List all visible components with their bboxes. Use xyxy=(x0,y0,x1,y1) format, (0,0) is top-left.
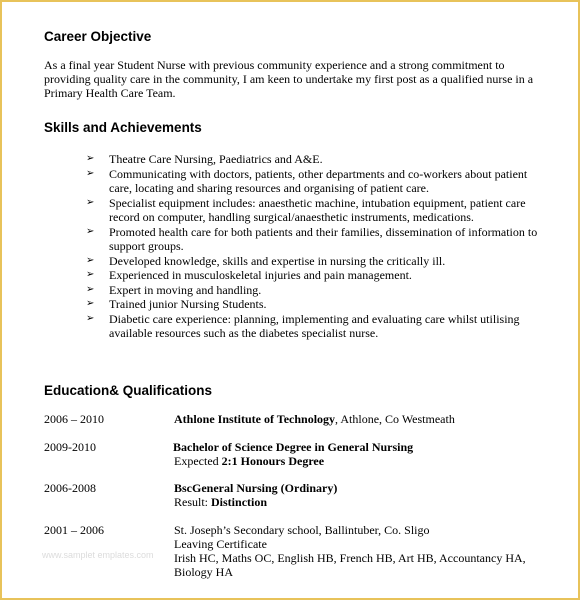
arrow-bullet-icon: ➢ xyxy=(86,269,95,280)
education-details xyxy=(174,481,554,509)
skills-heading: Skills and Achievements xyxy=(44,120,202,135)
skill-text: Specialist equipment includes: anaesthetic machine, intubation equipment, patient care record on computer, handling surgical/anaesthetic instruments, medications. xyxy=(109,195,526,224)
list-item xyxy=(86,152,542,167)
arrow-bullet-icon: ➢ xyxy=(86,312,95,324)
list-item xyxy=(86,312,542,341)
degree-name: Bachelor of Science Degree in General Nursing xyxy=(173,440,414,454)
institution-location: , Athlone, Co Westmeath xyxy=(335,412,455,426)
result-prefix: Result: xyxy=(174,495,212,509)
skill-text: Experienced in musculoskeletal injuries and pain management. xyxy=(109,268,412,282)
education-dates: 2006 – 2010 xyxy=(44,412,104,426)
education-dates: 2006-2008 xyxy=(44,481,96,495)
skill-text: Communicating with doctors, patients, other departments and co-workers about patient care, locating and sharing resources and organising of patient care. xyxy=(109,166,528,195)
education-dates: 2001 – 2006 xyxy=(44,523,104,537)
result-value: 2:1 Honours Degree xyxy=(221,454,325,468)
institution-name: Athlone Institute of Technology xyxy=(174,412,336,426)
arrow-bullet-icon: ➢ xyxy=(86,254,95,266)
arrow-bullet-icon: ➢ xyxy=(86,225,95,237)
skill-text: Diabetic care experience: planning, implementing and evaluating care whilst utilising available resources such as the diabetes specialist nurse. xyxy=(109,311,520,340)
watermark: www.samplet emplates.com xyxy=(42,550,154,560)
result-value: Distinction xyxy=(211,495,268,509)
subjects-line: Biology HA xyxy=(174,565,234,579)
list-item xyxy=(86,268,542,283)
arrow-bullet-icon: ➢ xyxy=(86,196,95,208)
list-item xyxy=(86,196,542,225)
school-name: St. Joseph’s Secondary school, Ballintuber, Co. Sligo xyxy=(174,523,430,537)
education-details xyxy=(173,440,553,468)
education-heading: Education& Qualifications xyxy=(44,383,213,398)
career-objective-heading: Career Objective xyxy=(44,29,152,44)
degree-name: BscGeneral Nursing (Ordinary) xyxy=(174,481,338,495)
skills-list xyxy=(86,152,542,341)
arrow-bullet-icon: ➢ xyxy=(86,283,95,295)
arrow-bullet-icon: ➢ xyxy=(86,167,95,179)
skill-text: Trained junior Nursing Students. xyxy=(109,297,267,311)
subjects-line: Irish HC, Maths OC, English HB, French HB, Art HB, Accountancy HA, xyxy=(174,551,526,565)
skill-text: Developed knowledge, skills and expertise in nursing the critically ill. xyxy=(109,253,446,268)
list-item xyxy=(86,167,542,196)
skill-text: Theatre Care Nursing, Paediatrics and A&E. xyxy=(109,152,323,166)
list-item xyxy=(86,283,542,298)
list-item xyxy=(86,297,542,312)
list-item xyxy=(86,225,542,254)
skill-text: Promoted health care for both patients and their families, dissemination of information to support groups. xyxy=(109,224,538,253)
result-prefix: Expected xyxy=(174,454,222,468)
education-details xyxy=(174,412,554,426)
certificate-name: Leaving Certificate xyxy=(174,537,267,551)
arrow-bullet-icon: ➢ xyxy=(86,298,95,309)
skill-text: Expert in moving and handling. xyxy=(109,282,262,297)
career-objective-text: As a final year Student Nurse with previous community experience and a strong commitment to providing quality care in the community, I am keen to undertake my first post as a qualified nurse in a Primary Health Care Team. xyxy=(44,58,534,100)
education-details xyxy=(174,523,554,579)
arrow-bullet-icon: ➢ xyxy=(86,153,95,164)
education-dates: 2009-2010 xyxy=(44,440,96,454)
list-item xyxy=(86,254,542,269)
